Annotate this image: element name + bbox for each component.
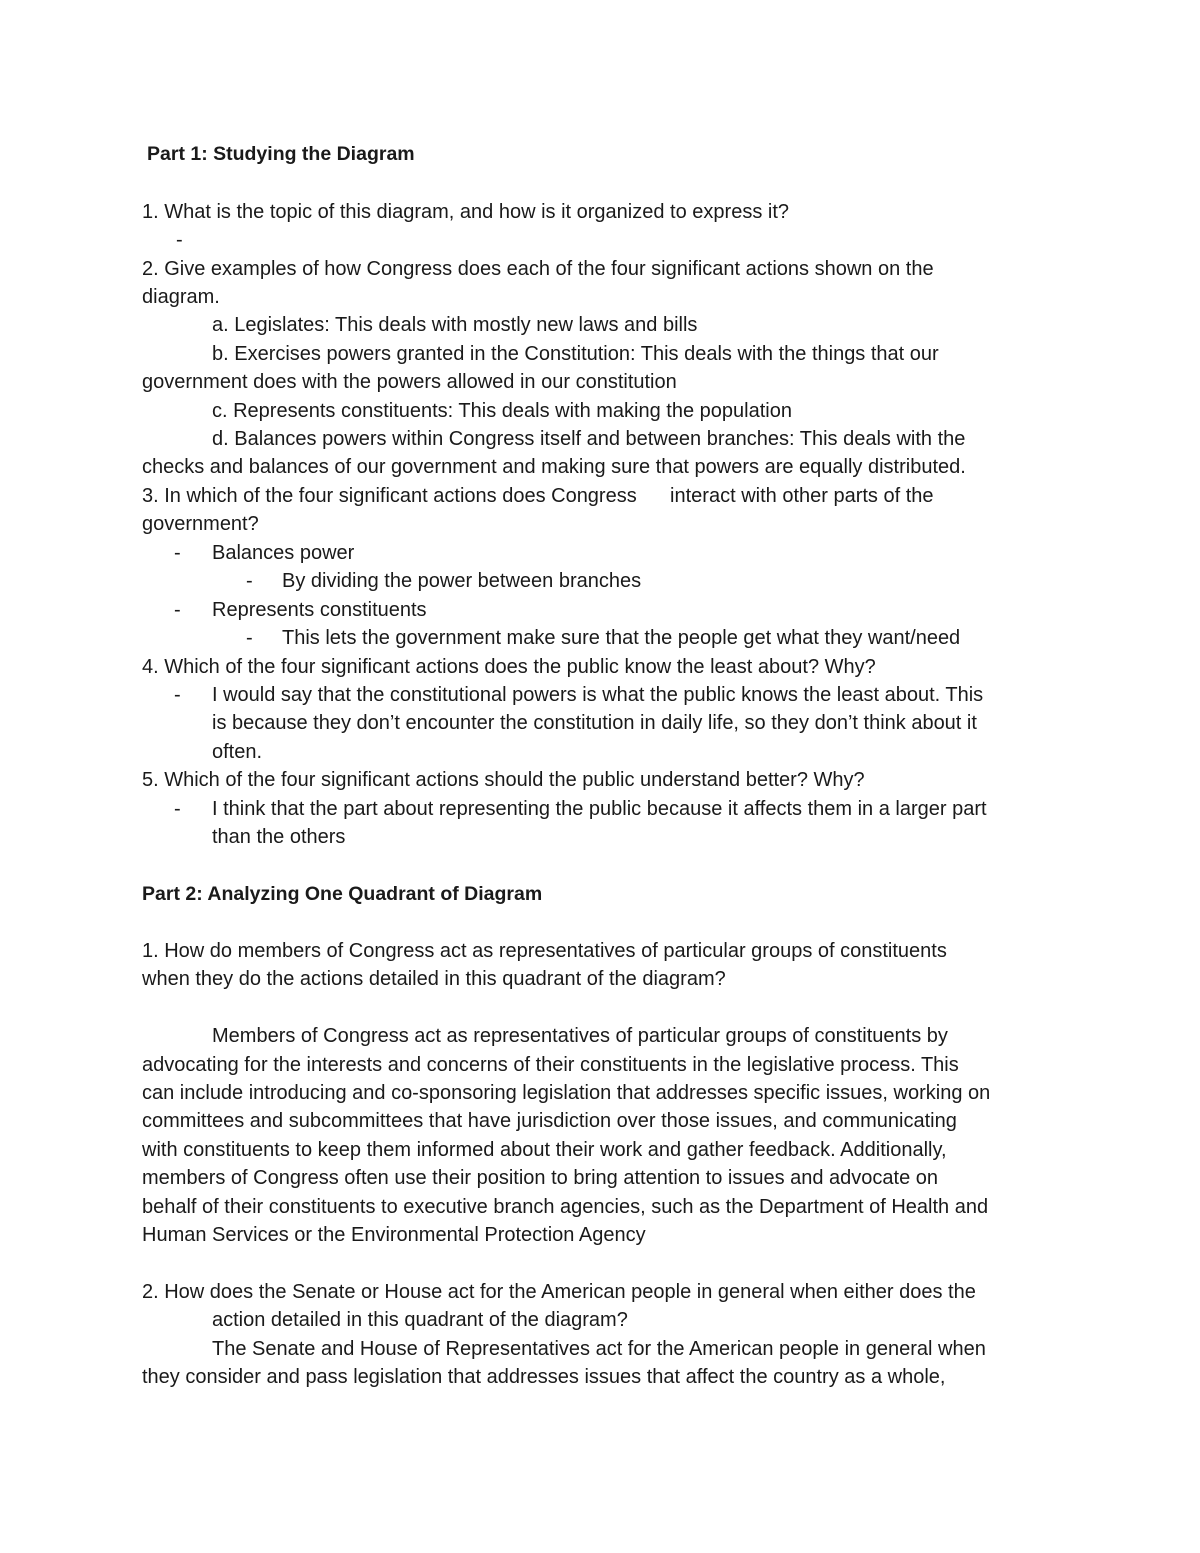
part2-question-2-line1: 2. How does the Senate or House act for the American people in general when either does the	[142, 1281, 976, 1303]
bullet-dash: -	[174, 684, 181, 706]
part1-question-5: 5. Which of the four significant actions should the public understand better? Why?	[142, 769, 865, 791]
part2-answer-1-line7: behalf of their constituents to executive branch agencies, such as the Department of Health and	[142, 1196, 989, 1218]
part1-q2-item-b-line2: government does with the powers allowed in our constitution	[142, 371, 677, 393]
bullet-dash: -	[246, 570, 253, 592]
part1-q5-answer-line1: I think that the part about representing the public because it affects them in a larger part	[212, 798, 987, 820]
part1-q4-answer-line2: is because they don’t encounter the constitution in daily life, so they don’t think about it	[212, 712, 977, 734]
part2-answer-1-line8: Human Services or the Environmental Protection Agency	[142, 1224, 646, 1246]
part1-q3-subbullet-1: By dividing the power between branches	[282, 570, 642, 592]
part1-q3-subbullet-2: This lets the government make sure that the people get what they want/need	[282, 627, 961, 649]
part2-answer-1-line6: members of Congress often use their position to bring attention to issues and advocate on	[142, 1167, 939, 1189]
bullet-dash: -	[174, 599, 181, 621]
bullet-dash: -	[176, 229, 183, 251]
part2-heading: Part 2: Analyzing One Quadrant of Diagram	[142, 883, 543, 905]
part1-question-2-line2: diagram.	[142, 286, 220, 308]
part1-q3-bullet-1: Balances power	[212, 542, 355, 564]
part2-answer-1-line5: with constituents to keep them informed about their work and gather feedback. Additionally,	[142, 1139, 947, 1161]
part1-q4-answer-line3: often.	[212, 741, 263, 763]
part2-answer-1-line3: can include introducing and co-sponsoring legislation that addresses specific issues, working on	[142, 1082, 991, 1104]
part1-q5-answer-line2: than the others	[212, 826, 346, 848]
bullet-dash: -	[174, 542, 181, 564]
part1-q2-item-b-line1: b. Exercises powers granted in the Constitution: This deals with the things that our	[212, 343, 939, 365]
part1-question-1: 1. What is the topic of this diagram, and how is it organized to express it?	[142, 201, 789, 223]
part2-answer-1-line2: advocating for the interests and concerns of their constituents in the legislative process. This	[142, 1054, 959, 1076]
part1-q2-item-a: a. Legislates: This deals with mostly new laws and bills	[212, 314, 698, 336]
part1-q2-item-d-line2: checks and balances of our government and making sure that powers are equally distributed.	[142, 456, 966, 478]
part2-answer-1-line1: Members of Congress act as representatives of particular groups of constituents by	[212, 1025, 948, 1047]
part1-heading: Part 1: Studying the Diagram	[147, 143, 415, 165]
part2-question-2-line2: action detailed in this quadrant of the diagram?	[212, 1309, 628, 1331]
part1-q2-item-c: c. Represents constituents: This deals with making the population	[212, 400, 792, 422]
part1-question-2-line1: 2. Give examples of how Congress does each of the four significant actions shown on the	[142, 258, 934, 280]
part1-q3-bullet-2: Represents constituents	[212, 599, 427, 621]
part1-q2-item-d-line1: d. Balances powers within Congress itself and between branches: This deals with the	[212, 428, 966, 450]
part2-question-1-line2: when they do the actions detailed in this quadrant of the diagram?	[142, 968, 726, 990]
bullet-dash: -	[174, 798, 181, 820]
part1-question-3-line1: 3. In which of the four significant actions does Congress interact with other parts of the	[142, 485, 934, 507]
part2-answer-2-line2: they consider and pass legislation that addresses issues that affect the country as a whole,	[142, 1366, 946, 1388]
part2-answer-1-line4: committees and subcommittees that have jurisdiction over those issues, and communicating	[142, 1110, 957, 1132]
part2-question-1-line1: 1. How do members of Congress act as representatives of particular groups of constituents	[142, 940, 947, 962]
part1-question-3-line2: government?	[142, 513, 259, 535]
part2-answer-2-line1: The Senate and House of Representatives act for the American people in general when	[212, 1338, 986, 1360]
part1-q4-answer-line1: I would say that the constitutional powers is what the public knows the least about. This	[212, 684, 984, 706]
bullet-dash: -	[246, 627, 253, 649]
part1-question-4: 4. Which of the four significant actions does the public know the least about? Why?	[142, 656, 876, 678]
